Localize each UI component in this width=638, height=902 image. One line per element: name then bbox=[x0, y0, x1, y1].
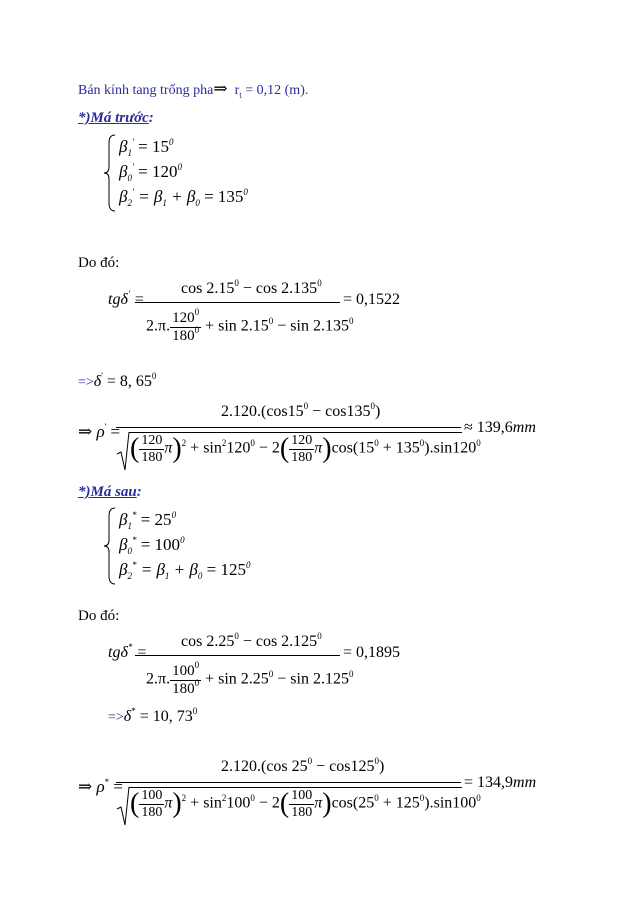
front-system bbox=[103, 133, 283, 213]
brace-icon bbox=[103, 506, 117, 586]
back-beta2-row: $\beta_2^* = \beta_1 + \beta_0 = 125^0$ bbox=[119, 560, 251, 581]
sqrt-icon bbox=[116, 785, 130, 827]
section-front-heading: *)Má trước: bbox=[78, 110, 154, 126]
back-beta0-row: $\beta_0^* = 100^0$ bbox=[119, 535, 185, 556]
back-rho-equation: ⇒ ρ* = 2.120.(cos $25^0 - \cos 125^0$) ( $\frac{100}{180}$ $\pi)^2 + \sin^2100^0 - 2$( $\frac{100}{180}$ $\pi)\cos(25^0 + 125^0).\sin 100^0$ = 134,9mm bbox=[78, 760, 548, 825]
radius-value: = 0,12 (m). bbox=[241, 83, 309, 98]
implies-arrow: ⇒ bbox=[213, 79, 228, 98]
intro-line: Bán kính tang trống pha⇒ $r_t = 0,12$ (m). bbox=[78, 79, 309, 100]
section-back-heading: *)Má sau: bbox=[78, 484, 142, 500]
front-delta-result: =>δ' = 8, $65^0$ bbox=[78, 371, 157, 390]
front-beta0-row: $\beta_0' = 120^0$ bbox=[119, 162, 182, 183]
intro-text: Bán kính tang trống pha bbox=[78, 83, 214, 98]
front-tg-equation: tgδ' = $\cos 2.15^0 - \cos 2.135^0$ 2.π. $\frac{120^0}{180^0}$ + $\sin 2.15^0 - \sin 2.135^0$ = 0,1522 bbox=[108, 278, 401, 344]
sqrt-icon bbox=[116, 430, 130, 472]
front-beta2-row: $\beta_2' = \beta_1 + \beta_0 = 135^0$ bbox=[119, 187, 248, 208]
radius-symbol: r bbox=[234, 83, 240, 98]
front-rho-equation: ⇒ ρ' = $2.120.(\cos 15^0 - \cos 135^0)$ ( $\frac{120}{180}$ $\pi)^2 + \sin^2120^0 - 2$( $\frac{120}{180}$ $\pi)\cos(15^0 + 135^0).\sin 120^0$ ≈ 139,6mm bbox=[78, 405, 548, 470]
back-delta-result: =>δ* = 10, $73^0$ bbox=[108, 706, 198, 725]
back-beta1-row: $\beta_1^* = 25^0$ bbox=[119, 510, 177, 531]
front-beta1-row: $\beta_1' = 15^0$ bbox=[119, 137, 174, 158]
front-do-do: Do đó: bbox=[78, 255, 120, 271]
back-do-do: Do đó: bbox=[78, 608, 120, 624]
back-system bbox=[103, 506, 283, 586]
back-tg-equation: tgδ* = $\cos 2.25^0 - \cos 2.125^0$ 2.π. $\frac{100^0}{180^0}$ + $\sin 2.25^0 - \sin 2.125^0$ = 0,1895 bbox=[108, 631, 401, 697]
brace-icon bbox=[103, 133, 117, 213]
